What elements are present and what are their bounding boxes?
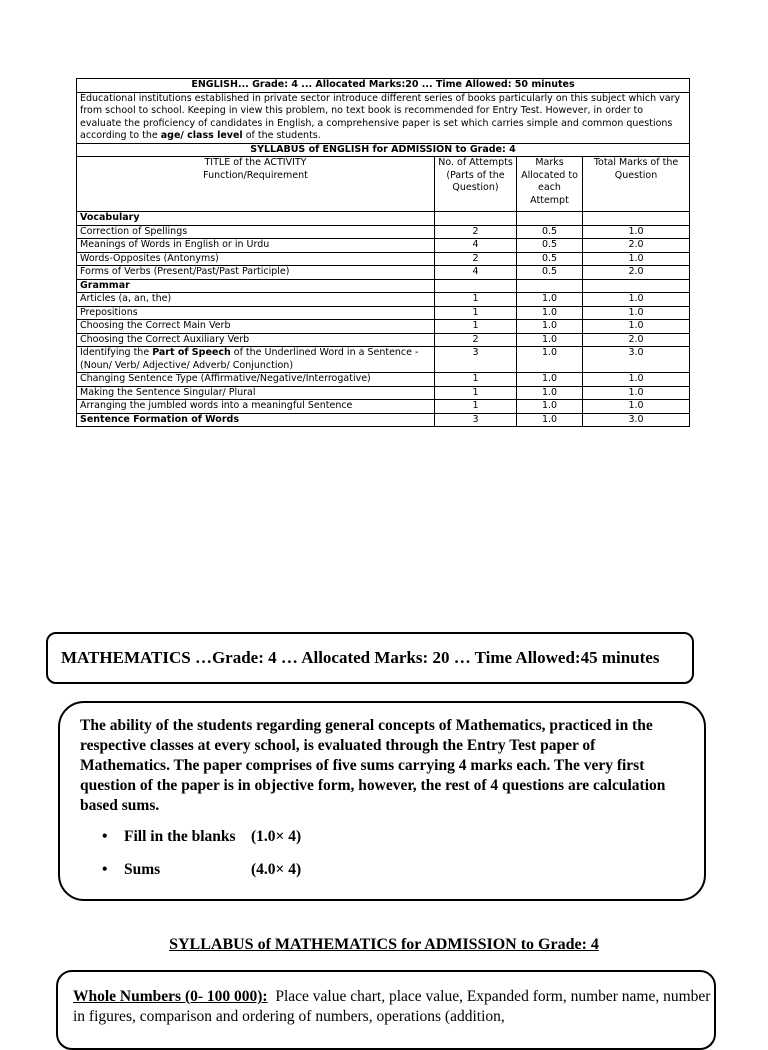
attempts-cell: 3 <box>435 413 517 427</box>
table-row <box>77 320 690 334</box>
english-header: ENGLISH... Grade: 4 ... Allocated Marks:20 ... Time Allowed: 50 minutes <box>77 79 690 93</box>
activity-emphasis: Part of Speech <box>152 347 231 358</box>
whole-numbers-box <box>56 970 716 1050</box>
table-row <box>77 239 690 253</box>
attempts-cell: 1 <box>435 306 517 320</box>
table-row <box>77 266 690 280</box>
intro-text: Educational institutions established in private sector introduce different series of books particularly on this subject which vary from school to school. Keeping in view this problem, no text book is recommended for Entry Test. However, in order to evaluate the proficiency of candidates in English, a comprehensive paper is set which carries simple and common questions according to the <box>80 92 681 141</box>
bullet-label: Sums <box>124 861 161 878</box>
total-cell: 1.0 <box>583 386 690 400</box>
activity-cell: Prepositions <box>77 306 435 320</box>
total-cell: 1.0 <box>583 400 690 414</box>
attempts-cell: 1 <box>435 400 517 414</box>
attempts-cell: 1 <box>435 320 517 334</box>
table-row <box>77 347 690 373</box>
attempts-cell: 4 <box>435 266 517 280</box>
col-attempts: No. of Attempts (Parts of the Question) <box>435 157 517 212</box>
table-row <box>77 306 690 320</box>
english-syllabus-table <box>76 78 690 427</box>
table-row <box>77 252 690 266</box>
total-cell: 3.0 <box>583 413 690 427</box>
category-row <box>77 212 690 226</box>
table-row <box>77 386 690 400</box>
total-cell: 2.0 <box>583 239 690 253</box>
bullet-value: (1.0× 4) <box>251 828 302 845</box>
table-row <box>77 400 690 414</box>
table-row <box>77 333 690 347</box>
bullet-item <box>102 861 301 879</box>
table-row <box>77 413 690 427</box>
total-cell: 1.0 <box>583 306 690 320</box>
total-cell: 1.0 <box>583 252 690 266</box>
category-vocabulary: Vocabulary <box>77 212 435 226</box>
attempts-cell: 2 <box>435 333 517 347</box>
table-row <box>77 373 690 387</box>
marks-cell: 1.0 <box>517 400 583 414</box>
grammar-rows-2 <box>77 373 690 414</box>
total-cell: 1.0 <box>583 320 690 334</box>
attempts-cell: 4 <box>435 239 517 253</box>
marks-cell: 1.0 <box>517 320 583 334</box>
col-total: Total Marks of the Question <box>583 157 690 212</box>
activity-cell: Words-Opposites (Antonyms) <box>77 252 435 266</box>
marks-cell: 1.0 <box>517 306 583 320</box>
attempts-cell: 1 <box>435 373 517 387</box>
bullet-label: Fill in the blanks <box>124 828 236 845</box>
activity-cell <box>77 347 435 373</box>
math-header: MATHEMATICS …Grade: 4 … Allocated Marks: 20 … Time Allowed:45 minutes <box>46 632 694 684</box>
english-syllabus-title: SYLLABUS of ENGLISH for ADMISSION to Grade: 4 <box>77 143 690 157</box>
activity-text: Identifying the <box>80 347 153 358</box>
total-cell: 1.0 <box>583 293 690 307</box>
bullet-item <box>102 828 301 846</box>
total-cell: 2.0 <box>583 266 690 280</box>
activity-cell: Correction of Spellings <box>77 225 435 239</box>
activity-text-end: of the Underlined Word in a Sentence - (Noun/ Verb/ Adjective/ Adverb/ Conjunction) <box>80 347 419 371</box>
attempts-cell: 2 <box>435 252 517 266</box>
marks-cell: 1.0 <box>517 413 583 427</box>
activity-cell: Making the Sentence Singular/ Plural <box>77 386 435 400</box>
math-intro: The ability of the students regarding general concepts of Mathematics, practiced in the respective classes at every school, is evaluated through the Entry Test paper of Mathematics. The paper comprises of five sums carrying 4 marks each. The very first question of the paper is in objective form, however, the rest of 4 questions are calculation based sums. <box>80 717 666 814</box>
activity-cell: Forms of Verbs (Present/Past/Past Participle) <box>77 266 435 280</box>
activity-cell: Articles (a, an, the) <box>77 293 435 307</box>
math-syllabus-title: SYLLABUS of MATHEMATICS for ADMISSION to Grade: 4 <box>169 936 599 953</box>
english-intro <box>77 92 690 143</box>
table-row <box>77 293 690 307</box>
category-grammar: Grammar <box>77 279 435 293</box>
table-row <box>77 225 690 239</box>
total-cell: 1.0 <box>583 373 690 387</box>
activity-cell: Meanings of Words in English or in Urdu <box>77 239 435 253</box>
activity-cell: Choosing the Correct Main Verb <box>77 320 435 334</box>
activity-cell: Sentence Formation of Words <box>77 413 435 427</box>
col-marks: Marks Allocated to each Attempt <box>517 157 583 212</box>
activity-cell: Choosing the Correct Auxiliary Verb <box>77 333 435 347</box>
activity-cell: Arranging the jumbled words into a meaningful Sentence <box>77 400 435 414</box>
col-activity-line2: Function/Requirement <box>203 169 308 181</box>
activity-cell: Changing Sentence Type (Affirmative/Negative/Interrogative) <box>77 373 435 387</box>
intro-emphasis: age/ class level <box>160 130 243 141</box>
bullet-icon: • <box>102 828 108 845</box>
total-cell: 3.0 <box>583 347 690 373</box>
column-header-row <box>77 157 690 212</box>
total-cell: 2.0 <box>583 333 690 347</box>
whole-numbers-text: Place value chart, place value, Expanded form, number name, number in figures, comparison and ordering of numbers, operations (addition, <box>73 988 711 1025</box>
attempts-cell: 1 <box>435 293 517 307</box>
marks-cell: 1.0 <box>517 373 583 387</box>
attempts-cell: 2 <box>435 225 517 239</box>
marks-cell: 0.5 <box>517 239 583 253</box>
whole-numbers-heading: Whole Numbers (0- 100 000): <box>73 988 268 1005</box>
attempts-cell: 1 <box>435 386 517 400</box>
marks-cell: 1.0 <box>517 333 583 347</box>
marks-cell: 1.0 <box>517 293 583 307</box>
marks-cell: 1.0 <box>517 386 583 400</box>
grammar-rows <box>77 293 690 347</box>
marks-cell: 1.0 <box>517 347 583 373</box>
bullet-value: (4.0× 4) <box>251 861 302 878</box>
attempts-cell: 3 <box>435 347 517 373</box>
marks-cell: 0.5 <box>517 252 583 266</box>
category-row <box>77 279 690 293</box>
marks-cell: 0.5 <box>517 266 583 280</box>
math-description-box <box>58 701 706 901</box>
col-activity <box>77 157 435 212</box>
marks-cell: 0.5 <box>517 225 583 239</box>
intro-text-end: of the students. <box>242 130 321 141</box>
total-cell: 1.0 <box>583 225 690 239</box>
col-activity-line1: TITLE of the ACTIVITY <box>204 157 307 168</box>
vocab-rows <box>77 225 690 279</box>
bullet-icon: • <box>102 861 108 878</box>
